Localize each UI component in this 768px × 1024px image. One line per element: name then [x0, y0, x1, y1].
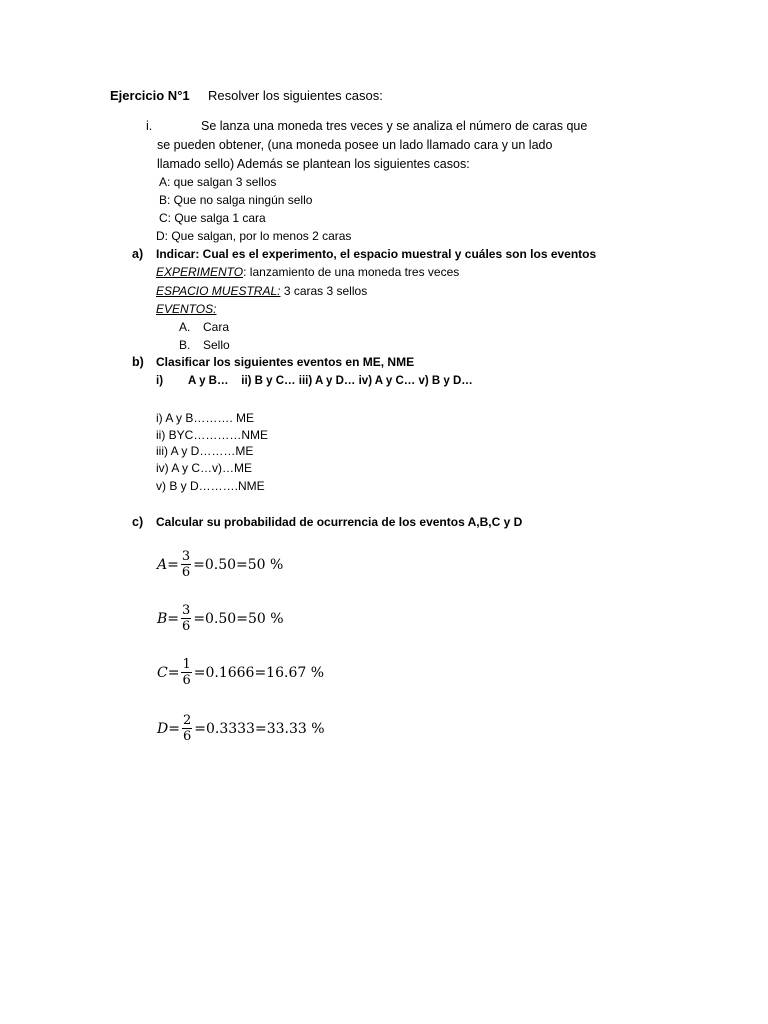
experiment-line — [156, 264, 459, 280]
formula-a-numerator: 3 — [181, 549, 191, 564]
part-b-options: A y B… ii) B y C… iii) A y D… iv) A y C… v) B y D… — [188, 375, 473, 387]
part-a-label: a) — [132, 247, 144, 261]
exercise-title: Ejercicio N°1 — [110, 88, 190, 103]
case-d: D: Que salgan, por lo menos 2 caras — [156, 229, 352, 243]
sample-space-value: 3 caras 3 sellos — [280, 284, 368, 298]
formula-c-var: C — [157, 664, 168, 681]
experiment-value: : lanzamiento de una moneda tres veces — [243, 265, 460, 279]
formula-b-var: B — [157, 610, 168, 627]
formula-d-numerator: 2 — [182, 713, 192, 728]
experiment-label: EXPERIMENTO — [156, 265, 244, 279]
sample-space-line — [156, 283, 367, 299]
event-a-text: Cara — [203, 320, 230, 334]
formula-c-fraction — [181, 657, 191, 688]
part-b-question: Clasificar los siguientes eventos en ME, NME — [156, 355, 415, 369]
formula-a-denominator: 6 — [181, 565, 191, 580]
formula-c-result: =0.1666=16.67 % — [193, 664, 325, 681]
exercise-subtitle: Resolver los siguientes casos: — [208, 88, 383, 103]
formula-d: D = $\frac{2}{6}$ =0.3333=33.33 % — [157, 713, 325, 744]
formula-d-result: =0.3333=33.33 % — [194, 720, 325, 737]
part-b-label: b) — [132, 355, 144, 369]
formula-a: A = $\frac{3}{6}$ =0.50=50 % — [157, 549, 284, 580]
intro-line-3: llamado sello) Además se plantean los siguientes casos: — [157, 157, 470, 171]
answer-4: iv) A y C…v)…ME — [156, 461, 253, 475]
case-c: C: Que salga 1 cara — [159, 211, 266, 225]
formula-d-denominator: 6 — [182, 729, 192, 744]
formula-d-fraction — [182, 713, 192, 744]
formula-a-fraction — [181, 549, 191, 580]
events-label: EVENTOS: — [156, 302, 217, 316]
formula-b-denominator: 6 — [182, 619, 191, 634]
formula-a-result: =0.50=50 % — [193, 556, 284, 573]
intro-line-2: se pueden obtener, (una moneda posee un lado llamado cara y un lado — [157, 138, 553, 152]
formula-b-result: =0.50=50 % — [193, 610, 284, 627]
sample-space-label: ESPACIO MUESTRAL: — [156, 284, 281, 298]
event-b-letter: B. — [179, 338, 191, 352]
formula-a-var: A — [157, 556, 168, 573]
formula-b: B = $\frac{3}{6}$ =0.50=50 % — [157, 603, 284, 634]
formula-d-var: D — [157, 720, 169, 737]
part-a-question: Indicar: Cual es el experimento, el espacio muestral y cuáles son los eventos — [156, 247, 597, 261]
answer-5: v) B y D……….NME — [156, 479, 265, 493]
formula-b-fraction — [181, 603, 191, 634]
formula-c-denominator: 6 — [182, 673, 191, 688]
answer-2: ii) BYC…………NME — [156, 428, 269, 442]
answer-1: i) A y B………. ME — [156, 411, 255, 425]
part-c-question: Calcular su probabilidad de ocurrencia de los eventos A,B,C y D — [156, 515, 523, 529]
formula-b-numerator: 3 — [182, 603, 191, 618]
intro-numeral: i. — [146, 119, 153, 133]
formula-c: C = $\frac{1}{6}$ =0.1666=16.67 % — [157, 657, 325, 688]
event-b-text: Sello — [203, 338, 230, 352]
case-b: B: Que no salga ningún sello — [159, 193, 313, 207]
answer-3: iii) A y D………ME — [156, 444, 254, 458]
case-a: A: que salgan 3 sellos — [159, 175, 277, 189]
part-b-options-numeral: i) — [156, 375, 164, 387]
intro-line-1: Se lanza una moneda tres veces y se analiza el número de caras que — [201, 119, 588, 133]
formula-c-numerator: 1 — [182, 657, 191, 672]
part-c-label: c) — [132, 515, 144, 529]
event-a-letter: A. — [179, 320, 191, 334]
